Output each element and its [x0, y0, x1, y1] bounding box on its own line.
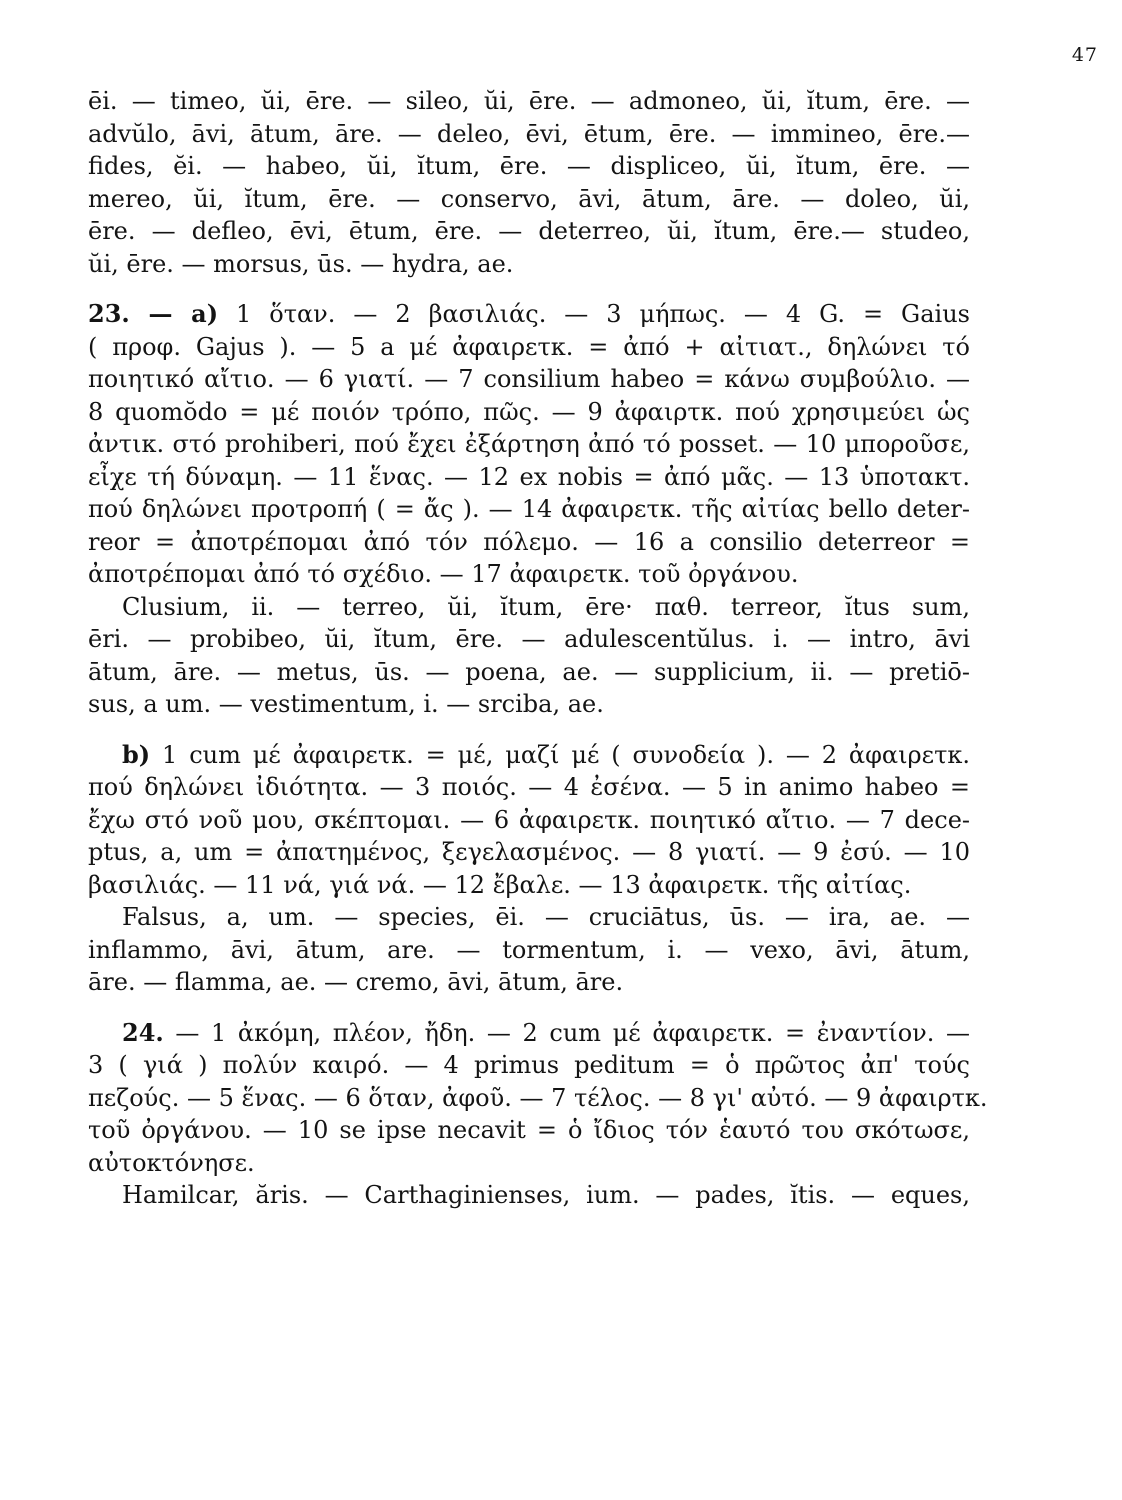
text-line: 23. — a) 1 ὅταν. — 2 βασιλιάς. — 3 μήπως. — 4 G. = Gaius [88, 299, 970, 328]
text-line: ποιητικό αἴτιο. — 6 γιατί. — 7 consilium habeo = κάνω συμβούλιο. — [88, 365, 970, 393]
section-heading-24: 24. [122, 1017, 164, 1047]
text-line: ātum, āre. — metus, ūs. — poena, ae. — supplicium, ii. — pretiō- [88, 657, 970, 686]
text-line: ēre. — defleo, ēvi, ētum, ēre. — deterreo, ŭi, ĭtum, ēre.— studeo, [88, 217, 970, 245]
text-line: πού δηλώνει ἰδιότητα. — 3 ποιός. — 4 ἐσένα. — 5 in animo habeo = [88, 773, 970, 801]
paragraph-23b-vocab [88, 901, 970, 999]
text-line: βασιλιάς. — 11 νά, γιά νά. — 12 ἔβαλε. — 13 ἀφαιρετκ. τῆς αἰτίας. [88, 870, 912, 899]
text-line: πού δηλώνει προτροπή ( = ἄς ). — 14 ἀφαιρετκ. τῆς αἰτίας bello deter- [88, 495, 970, 523]
paragraph-24-notes [88, 1017, 988, 1180]
page-number: 47 [1071, 44, 1098, 66]
text-line: 3 ( γιά ) πολύν καιρό. — 4 primus peditum = ὁ πρῶτος ἀπ' τούς [88, 1051, 970, 1079]
text-line: ( προφ. Gajus ). — 5 a μέ ἀφαιρετκ. = ἀπό + αἰτιατ., δηλώνει τό [88, 332, 970, 361]
text-line: fides, ĕi. — habeo, ŭi, ĭtum, ēre. — displiceo, ŭi, ĭtum, ēre. — [88, 152, 970, 180]
text-line: āre. — flamma, ae. — cremo, āvi, ātum, āre. [88, 968, 624, 996]
text-line: ἔχω στό νοῦ μου, σκέπτομαι. — 6 ἀφαιρετκ. ποιητικό αἴτιο. — 7 dece- [88, 805, 970, 834]
paragraph-24-vocab [88, 1179, 970, 1212]
text-line: εἶχε τή δύναμη. — 11 ἕνας. — 12 ex nobis = ἀπό μᾶς. — 13 ὑποτακτ. [88, 462, 970, 491]
paragraph-23a-vocab [88, 591, 970, 721]
text-line: inflammo, āvi, ātum, are. — tormentum, i. — vexo, āvi, ātum, [88, 935, 970, 964]
text-line: πεζούς. — 5 ἕνας. — 6 ὅταν, ἀφοῦ. — 7 τέλος. — 8 γι' αὐτό. — 9 ἀφαιρτκ. [88, 1083, 988, 1112]
paragraph-vocab-22 [88, 85, 970, 280]
text-line: αὐτοκτόνησε. [88, 1148, 255, 1177]
text-line: τοῦ ὀργάνου. — 10 se ipse necavit = ὁ ἴδιος τόν ἑαυτό του σκότωσε, [88, 1116, 970, 1144]
text-line: sus, a um. — vestimentum, i. — srciba, ae. [88, 690, 604, 718]
paragraph-23b-notes [88, 739, 970, 902]
text-line: ŭi, ēre. — morsus, ūs. — hydra, ae. [88, 249, 514, 278]
text-line: 8 quomŏdo = μέ ποιόν τρόπο, πῶς. — 9 ἀφαιρτκ. πού χρησιμεύει ὡς [88, 397, 970, 426]
text-line: ἀποτρέπομαι ἀπό τό σχέδιο. — 17 ἀφαιρετκ. τοῦ ὀργάνου. [88, 560, 799, 588]
text-line: ēri. — probibeo, ŭi, ĭtum, ēre. — adulescentŭlus. i. — intro, āvi [88, 625, 970, 653]
text-line: 24. — 1 ἀκόμη, πλέον, ἤδη. — 2 cum μέ ἀφαιρετκ. = ἐναντίον. — [122, 1017, 970, 1047]
text-line: ἀντικ. στό prohiberi, πού ἔχει ἐξάρτηση ἀπό τό posset. — 10 μποροῦσε, [88, 430, 970, 458]
text-line: b) 1 cum μέ ἀφαιρετκ. = μέ, μαζί μέ ( συνοδεία ). — 2 ἀφαιρετκ. [122, 739, 970, 769]
text-line: reor = ἀποτρέπομαι ἀπό τόν πόλεμο. — 16 a consilio deterreor = [88, 527, 970, 556]
text-line: Hamilcar, ăris. — Carthaginienses, ium. — pades, ĭtis. — eques, [122, 1181, 970, 1209]
section-heading-23a: 23. — a) [88, 299, 219, 328]
page-body [88, 85, 988, 1212]
text-line: mereo, ŭi, ĭtum, ēre. — conservo, āvi, ātum, āre. — doleo, ŭi, [88, 184, 970, 213]
section-heading-23b: b) [122, 739, 151, 769]
text-line: ptus, a, um = ἀπατημένος, ξεγελασμένος. — 8 γιατί. — 9 ἐσύ. — 10 [88, 838, 970, 866]
text-line: ēi. — timeo, ŭi, ēre. — sileo, ŭi, ēre. — admoneo, ŭi, ĭtum, ēre. — [88, 87, 970, 115]
text-line: Clusium, ii. — terreo, ŭi, ĭtum, ēre· παθ. terreor, ĭtus sum, [122, 592, 970, 621]
text-line: advŭlo, āvi, ātum, āre. — deleo, ēvi, ētum, ēre. — immineo, ēre.— [88, 119, 970, 148]
paragraph-23a-notes [88, 298, 970, 591]
text-line: Falsus, a, um. — species, ēi. — cruciātus, ūs. — ira, ae. — [122, 903, 970, 931]
